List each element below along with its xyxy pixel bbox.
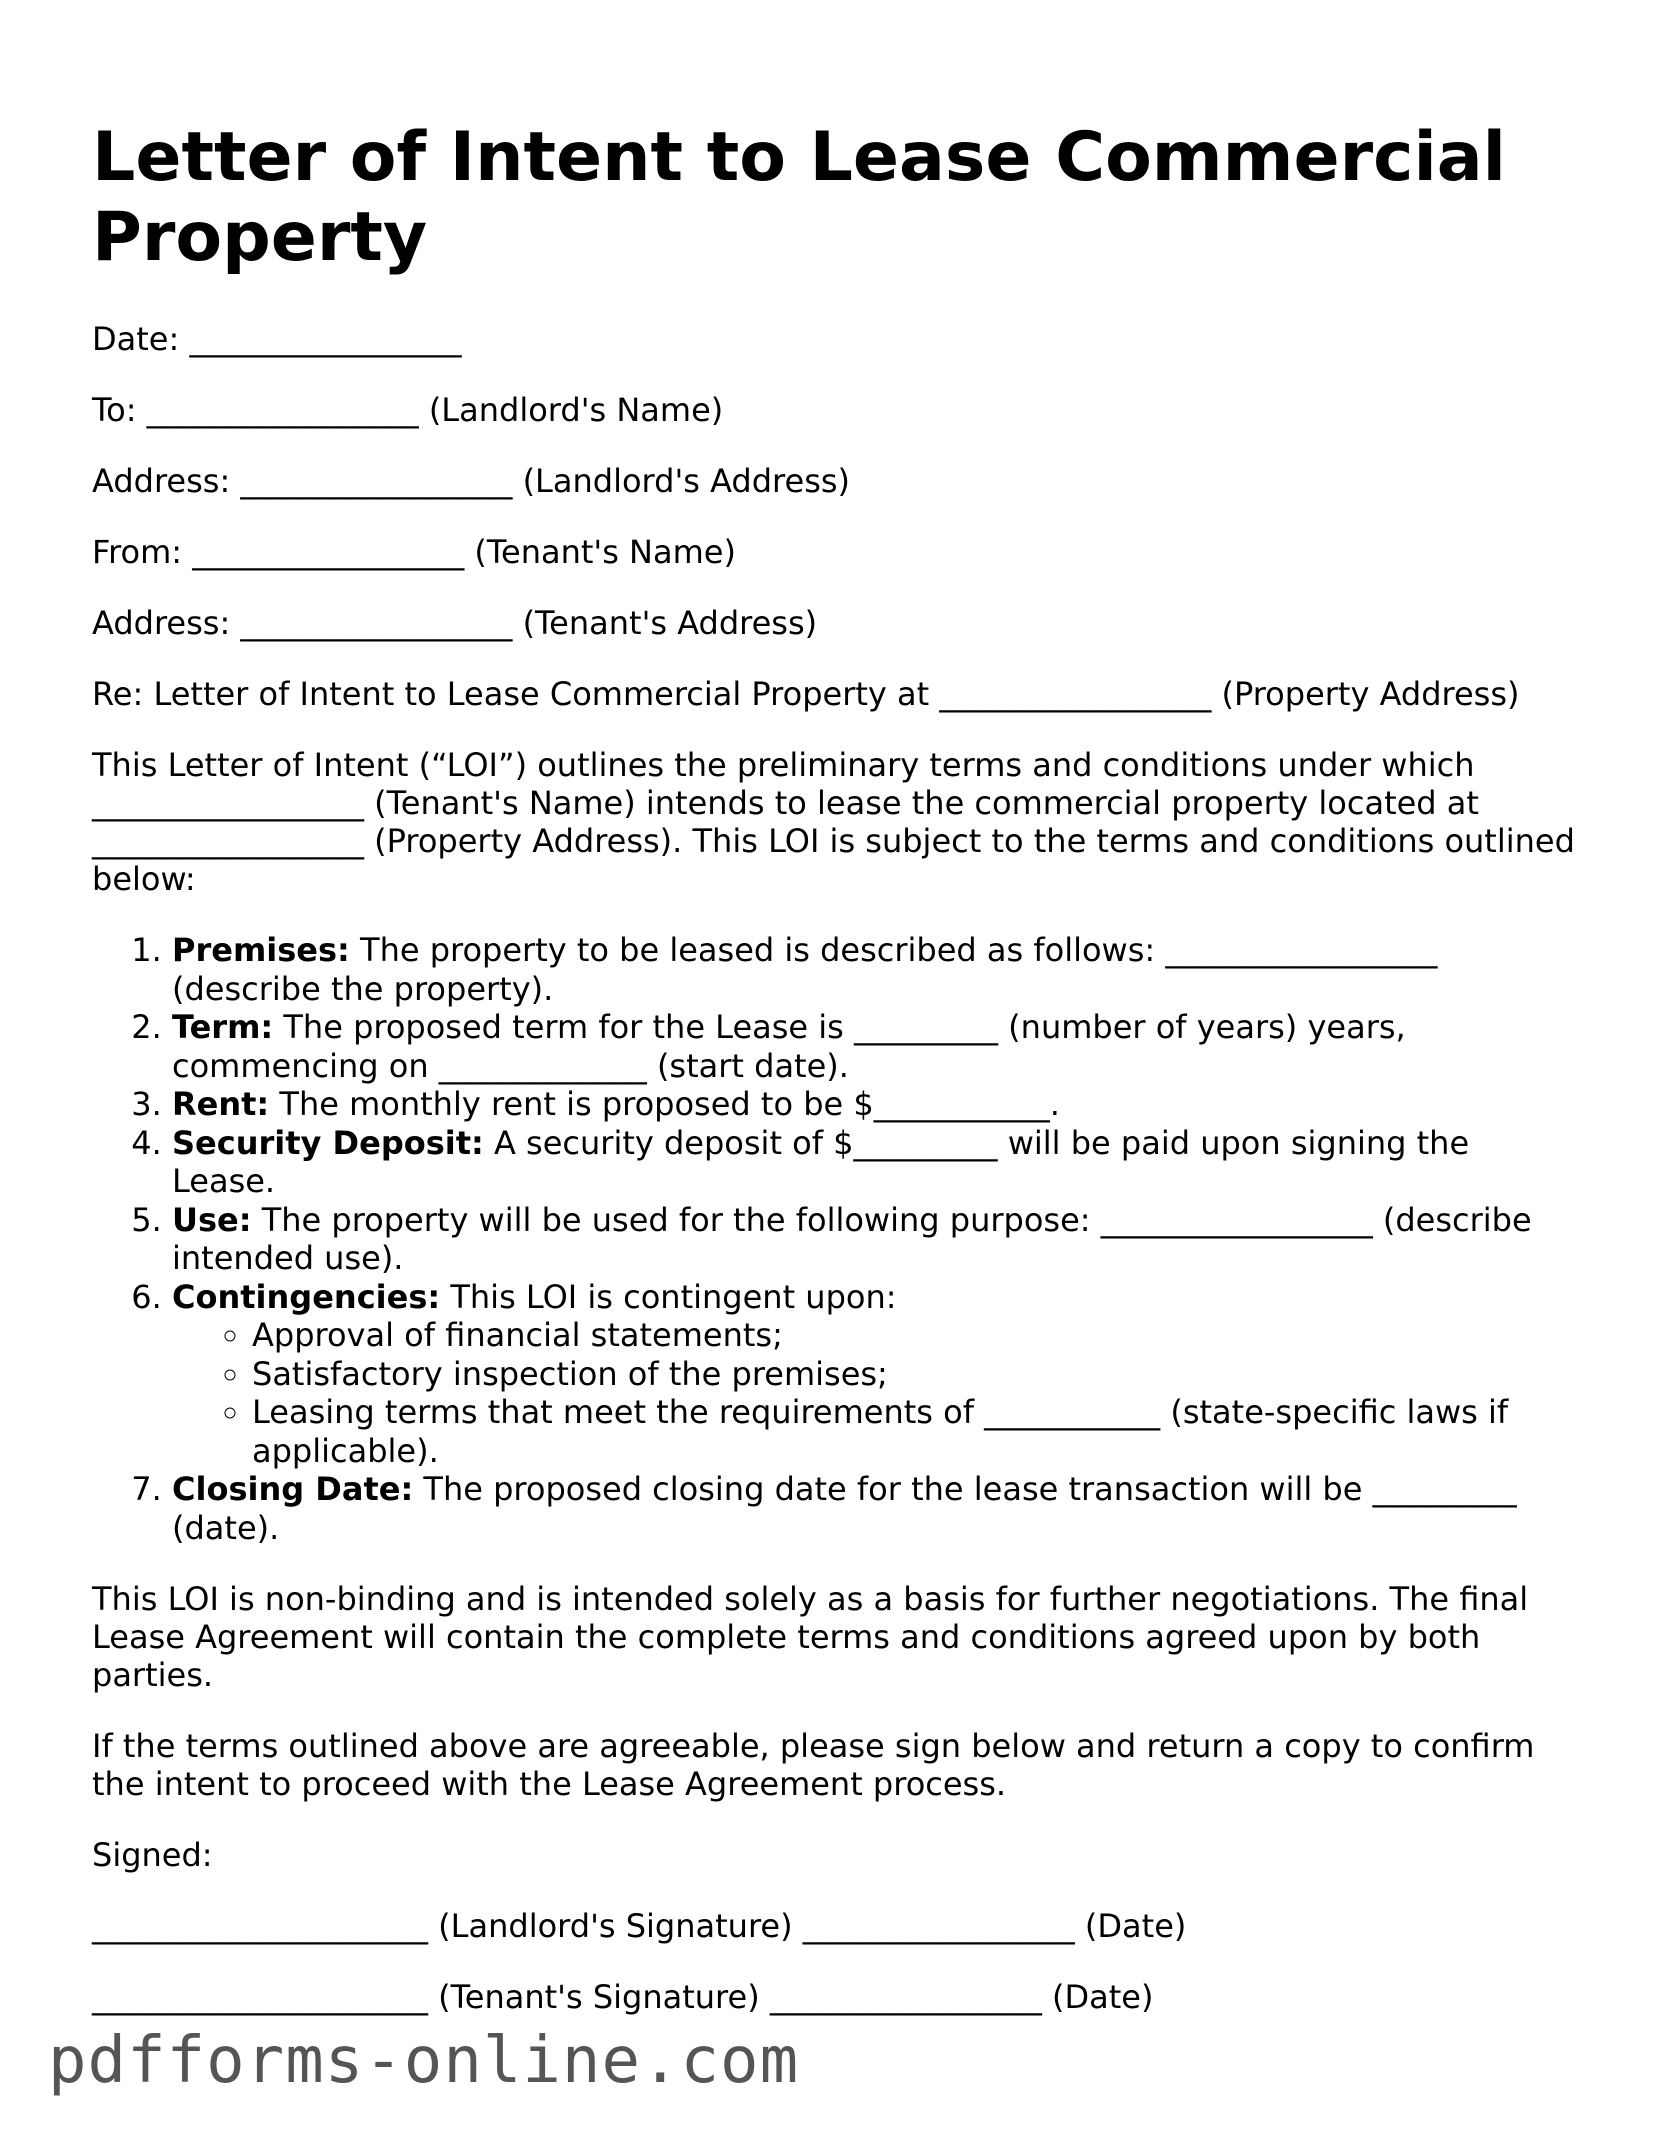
term-item-security-deposit [172, 1124, 1582, 1201]
term-text: A security deposit of $_________ will be paid upon signing the Lease. [172, 1123, 1470, 1200]
term-item-premises [172, 931, 1582, 1008]
term-text: The proposed closing date for the lease transaction will be _________ (date). [172, 1470, 1517, 1547]
term-label: Premises: [172, 931, 350, 969]
term-label: Contingencies: [172, 1277, 441, 1316]
term-text: The monthly rent is proposed to be $___________. [269, 1085, 1060, 1123]
tenant-signature-line: _____________________ (Tenant's Signature) _________________ (Date) [92, 1978, 1154, 2016]
contingency-item: ◦ Approval of financial statements; [252, 1316, 1582, 1355]
term-label: Closing Date: [172, 1470, 414, 1508]
term-text: This LOI is contingent upon: [440, 1277, 897, 1316]
document-page [92, 118, 1582, 2049]
term-label: Rent: [172, 1085, 270, 1123]
agreement-paragraph: If the terms outlined above are agreeable, please sign below and return a copy to confirm the intent to proceed with the Lease Agreement process. [92, 1727, 1535, 1803]
term-label: Security Deposit: [172, 1123, 484, 1162]
contingency-item: ◦ Leasing terms that meet the requirements of ___________ (state-specific laws if applicable). [252, 1393, 1582, 1470]
from-line: From: _________________ (Tenant's Name) [92, 533, 736, 571]
term-text: The proposed term for the Lease is _________ (number of years) years, commencing on _____________ (start date). [172, 1008, 1406, 1085]
term-item-use [172, 1201, 1582, 1278]
contingency-item: ◦ Satisfactory inspection of the premises; [252, 1355, 1582, 1394]
signed-label: Signed: [92, 1836, 213, 1874]
intro-paragraph: This Letter of Intent (“LOI”) outlines the preliminary terms and conditions under which _________________ (Tenant's Name) intends to lease the commercial property located at _________________ (Property Address). This LOI is subject to the terms and conditions outlined below: [92, 746, 1575, 898]
term-label: Term: [172, 1008, 274, 1046]
term-text: The property will be used for the following purpose: _________________ (describe intended use). [172, 1200, 1532, 1277]
term-label: Use: [172, 1200, 252, 1239]
re-line: Re: Letter of Intent to Lease Commercial Property at _________________ (Property Address) [92, 675, 1520, 713]
term-item-contingencies [172, 1278, 1582, 1471]
non-binding-paragraph: This LOI is non-binding and is intended solely as a basis for further negotiations. The final Lease Agreement will contain the complete terms and conditions agreed upon by both parties. [92, 1580, 1529, 1694]
term-item-closing-date [172, 1470, 1582, 1547]
landlord-signature-line: _____________________ (Landlord's Signature) _________________ (Date) [92, 1907, 1187, 1945]
term-text: The property to be leased is described as follows: _________________ (describe the property). [172, 931, 1438, 1008]
watermark: pdfforms-online.com [48, 2024, 800, 2098]
document-title: Letter of Intent to Lease Commercial Property [92, 118, 1506, 277]
terms-list [92, 931, 1582, 1547]
term-item-rent [172, 1085, 1582, 1124]
to-line: To: _________________ (Landlord's Name) [92, 391, 724, 429]
tenant-address-line: Address: _________________ (Tenant's Address) [92, 604, 818, 642]
date-line: Date: _________________ [92, 320, 462, 358]
contingencies-list [172, 1316, 1582, 1470]
landlord-address-line: Address: _________________ (Landlord's Address) [92, 462, 851, 500]
term-item-term [172, 1008, 1582, 1085]
